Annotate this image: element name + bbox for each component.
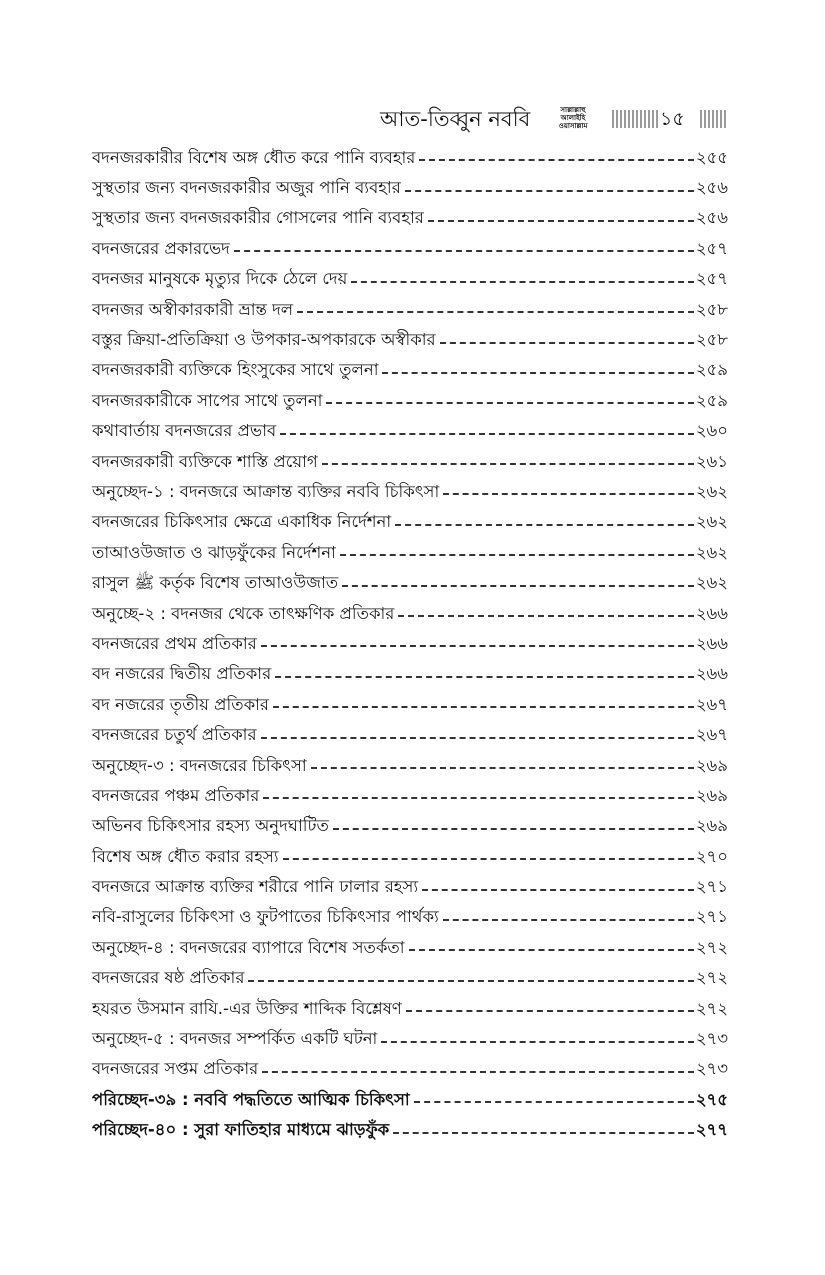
toc-entry [92, 295, 728, 325]
toc-entry-page: ২৬৬ [695, 664, 728, 684]
toc-entry-title: হযরত উসমান রাযি.-এর উক্তির শাব্দিক বিশ্লেষণ [92, 998, 402, 1018]
toc-entry-title: অনুচ্ছেদ-৪ : বদনজরের ব্যাপারে বিশেষ সতর্কতা [92, 937, 405, 957]
toc-entry-title: বদনজরের প্রকারভেদ [92, 238, 230, 258]
dot-leader [248, 980, 693, 982]
dot-leader [263, 797, 693, 799]
toc-entry [92, 173, 728, 203]
toc-entry-title: পরিচ্ছেদ-৩৯ : নববি পদ্ধতিতে আত্মিক চিকিৎসা [92, 1089, 410, 1109]
toc-entry [92, 720, 728, 750]
toc-entry-title: বদনজরের সপ্তম প্রতিকার [92, 1059, 259, 1079]
toc-entry-page: ২৫৬ [695, 208, 728, 228]
toc-entry-title: বদনজরকারী ব্যক্তিকে হিংসুকের সাথে তুলনা [92, 360, 379, 380]
toc-entry-page: ২৭২ [695, 998, 728, 1018]
toc-entry [92, 508, 728, 538]
toc-entry-page: ২৬৬ [695, 633, 728, 653]
toc-entry-page: ২৬২ [695, 542, 728, 562]
dot-leader [406, 1010, 694, 1012]
dot-leader [395, 524, 694, 526]
toc-entry-title: পরিচ্ছেদ-৪০ : সুরা ফাতিহার মাধ্যমে ঝাড়ফুঁক [92, 1120, 390, 1140]
toc-entry-page: ২৭১ [695, 907, 728, 927]
dot-leader [382, 372, 693, 374]
toc-entry-page: ২৫৫ [695, 147, 728, 167]
toc-entry [92, 234, 728, 264]
dot-leader [322, 463, 694, 465]
dot-leader [326, 402, 693, 404]
dot-leader [283, 858, 694, 860]
toc-entry-page: ২৬৬ [695, 603, 728, 623]
toc-entry [92, 994, 728, 1024]
toc-entry-title: অভিনব চিকিৎসার রহস্য অনুদঘাটিত [92, 816, 329, 836]
toc-entry-page: ২৫৮ [695, 330, 728, 350]
toc-entry [92, 812, 728, 842]
toc-entry-page: ২৬২ [695, 512, 728, 532]
dot-leader [311, 767, 694, 769]
toc-entry-title: বদনজরের প্রথম প্রতিকার [92, 633, 257, 653]
toc-entry-title: বদ নজরের দ্বিতীয় প্রতিকার [92, 664, 272, 684]
toc-entry-title: সুস্থতার জন্য বদনজরকারীর অজুর পানি ব্যবহার [92, 178, 401, 198]
toc-entry-title: বদনজরের চিকিৎসার ক্ষেত্রে একাধিক নির্দেশনা [92, 512, 392, 532]
dot-leader [419, 159, 693, 161]
honorific-calligraphy: সাল্লাল্লাহু আলাইহি ওয়াসাল্লাম [558, 106, 588, 130]
toc-entry-page: ২৬৯ [695, 755, 728, 775]
dot-leader [409, 949, 694, 951]
dot-leader [422, 889, 694, 891]
toc-entry-page: ২৭২ [695, 968, 728, 988]
toc-entry-title: বদনজরে আক্রান্ত ব্যক্তির শরীরে পানি ঢালার রহস্য [92, 877, 419, 897]
toc-entry [92, 964, 728, 994]
dot-leader [261, 737, 694, 739]
dot-leader [381, 1041, 693, 1043]
toc-entry [92, 204, 728, 234]
table-of-contents [92, 143, 728, 1146]
toc-entry-title: বদনজরের চতুর্থ প্রতিকার [92, 725, 257, 745]
book-title: আত-তিব্বুন নববি [380, 107, 531, 131]
toc-entry-page: ২৫৬ [695, 178, 728, 198]
toc-entry-title: অনুচ্ছেদ-৩ : বদনজরের চিকিৎসা [92, 755, 307, 775]
toc-entry [92, 599, 728, 629]
toc-entry-page: ২৫৯ [695, 390, 728, 410]
toc-entry-title: নবি-রাসুলের চিকিৎসা ও ফুটপাতের চিকিৎসার পার্থক্য [92, 907, 439, 927]
toc-entry-page: ২৬২ [695, 573, 728, 593]
toc-entry [92, 325, 728, 355]
toc-entry-title: বদনজরের পঞ্চম প্রতিকার [92, 785, 260, 805]
toc-entry-title: বদনজর মানুষকে মৃত্যুর দিকে ঠেলে দেয় [92, 269, 348, 289]
toc-entry-title: রাসুল ﷺ কর্তৃক বিশেষ তাআওউজাত [92, 573, 339, 593]
toc-entry [92, 1085, 728, 1115]
toc-entry [92, 781, 728, 811]
decorative-bars-right [700, 110, 726, 128]
running-header [380, 104, 728, 136]
dot-leader [342, 585, 694, 587]
toc-entry [92, 933, 728, 963]
toc-entry [92, 538, 728, 568]
toc-entry-title: তাআওউজাত ও ঝাড়ফুঁকের নির্দেশনা [92, 542, 336, 562]
toc-entry-title: বদনজরের ষষ্ঠ প্রতিকার [92, 968, 245, 988]
toc-entry-page: ২৫৮ [695, 299, 728, 319]
toc-entry-page: ২৭১ [695, 877, 728, 897]
dot-leader [273, 706, 694, 708]
toc-entry-title: বদনজরকারীকে সাপের সাথে তুলনা [92, 390, 323, 410]
toc-entry-page: ২৬৭ [695, 694, 728, 714]
toc-entry [92, 1055, 728, 1085]
toc-entry-page: ২৬২ [695, 481, 728, 501]
toc-entry-title: বদনজরকারীর বিশেষ অঙ্গ ধৌত করে পানি ব্যবহার [92, 147, 416, 167]
toc-entry [92, 1116, 728, 1146]
dot-leader [393, 1132, 694, 1134]
toc-entry [92, 417, 728, 447]
toc-entry-title: অনুচ্ছেদ-৫ : বদনজর সম্পর্কিত একটি ঘটনা [92, 1029, 378, 1049]
toc-entry-title: বিশেষ অঙ্গ ধৌত করার রহস্য [92, 846, 279, 866]
toc-entry [92, 447, 728, 477]
toc-entry-title: অনুচ্ছে-২ : বদনজর থেকে তাৎক্ষণিক প্রতিকার [92, 603, 395, 623]
toc-entry-title: বদনজরকারী ব্যক্তিকে শাস্তি প্রয়োগ [92, 451, 318, 471]
toc-entry-title: কথাবার্তায় বদনজরের প্রভাব [92, 421, 277, 441]
toc-entry-page: ২৭৩ [695, 1029, 728, 1049]
dot-leader [275, 676, 694, 678]
toc-entry [92, 386, 728, 416]
toc-entry-page: ২৭০ [695, 846, 728, 866]
toc-entry [92, 143, 728, 173]
toc-entry-title: বদনজর অস্বীকারকারী ভ্রান্ত দল [92, 299, 294, 319]
toc-entry-title: সুস্থতার জন্য বদনজরকারীর গোসলের পানি ব্যবহার [92, 208, 424, 228]
toc-entry [92, 568, 728, 598]
dot-leader [443, 493, 694, 495]
dot-leader [351, 281, 694, 283]
toc-entry [92, 1024, 728, 1054]
toc-entry [92, 660, 728, 690]
toc-entry-page: ২৭৫ [695, 1089, 728, 1109]
toc-entry-page: ২৭২ [695, 937, 728, 957]
dot-leader [261, 645, 694, 647]
toc-entry [92, 751, 728, 781]
dot-leader [340, 554, 694, 556]
page-number: ১৫ [660, 108, 685, 130]
toc-entry-page: ২৬৯ [695, 785, 728, 805]
dot-leader [280, 433, 694, 435]
toc-entry-page: ২৭৭ [695, 1120, 728, 1140]
toc-entry-page: ২৭৩ [695, 1059, 728, 1079]
toc-entry-title: বস্তুর ক্রিয়া-প্রতিক্রিয়া ও উপকার-অপকারকে অস্বীকার [92, 330, 436, 350]
decorative-bars-left [612, 110, 658, 128]
toc-entry-title: অনুচ্ছেদ-১ : বদনজরে আক্রান্ত ব্যক্তির নববি চিকিৎসা [92, 481, 440, 501]
toc-entry [92, 356, 728, 386]
dot-leader [414, 1101, 694, 1103]
dot-leader [443, 919, 694, 921]
toc-entry-page: ২৫৭ [695, 238, 728, 258]
dot-leader [297, 311, 694, 313]
toc-entry [92, 477, 728, 507]
dot-leader [428, 220, 694, 222]
dot-leader [333, 828, 694, 830]
toc-entry [92, 629, 728, 659]
toc-entry [92, 690, 728, 720]
toc-entry-page: ২৫৭ [695, 269, 728, 289]
toc-entry-title: বদ নজরের তৃতীয় প্রতিকার [92, 694, 270, 714]
dot-leader [398, 615, 693, 617]
toc-entry [92, 265, 728, 295]
toc-entry [92, 842, 728, 872]
dot-leader [262, 1071, 694, 1073]
dot-leader [234, 250, 694, 252]
toc-entry-page: ২৬৯ [695, 816, 728, 836]
toc-entry-page: ২৬১ [695, 451, 728, 471]
dot-leader [405, 190, 694, 192]
toc-entry [92, 903, 728, 933]
toc-entry [92, 872, 728, 902]
dot-leader [440, 342, 694, 344]
toc-entry-page: ২৬৭ [695, 725, 728, 745]
toc-entry-page: ২৬০ [695, 421, 728, 441]
toc-entry-page: ২৫৯ [695, 360, 728, 380]
